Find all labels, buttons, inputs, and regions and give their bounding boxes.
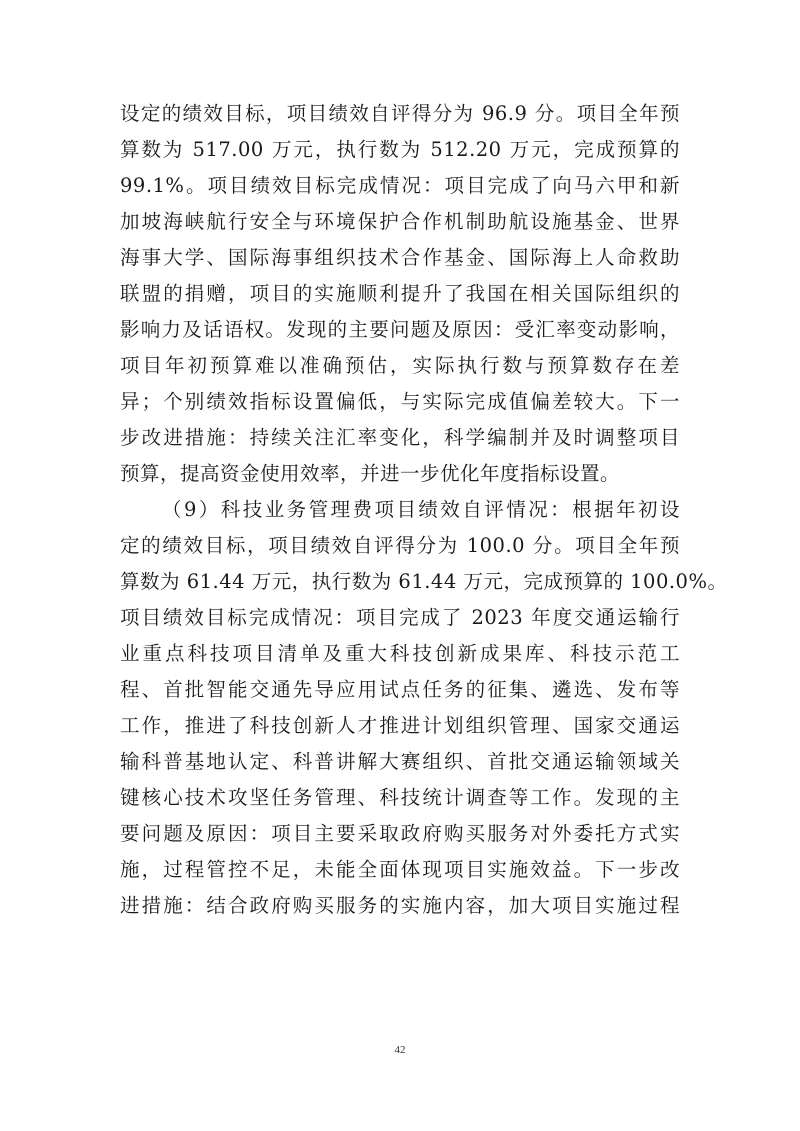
text-line: 加坡海峡航行安全与环境保护合作机制助航设施基金、世界: [120, 210, 680, 233]
text-line: 99.1%。项目绩效目标完成情况：项目完成了向马六甲和新: [120, 174, 680, 197]
text-line: 算数为 517.00 万元，执行数为 512.20 万元，完成预算的: [120, 138, 680, 161]
text-line: 项目年初预算难以准确预估，实际执行数与预算数存在差: [120, 354, 680, 377]
text-line: 步改进措施：持续关注汇率变化，科学编制并及时调整项目: [120, 426, 680, 449]
text-line: 要问题及原因：项目主要采取政府购买服务对外委托方式实: [120, 822, 680, 845]
text-line: 业重点科技项目清单及重大科技创新成果库、科技示范工: [120, 642, 680, 665]
text-line: 异；个别绩效指标设置偏低，与实际完成值偏差较大。下一: [120, 390, 680, 413]
text-line: 预算，提高资金使用效率，并进一步优化年度指标设置。: [120, 462, 621, 485]
text-line: 影响力及话语权。发现的主要问题及原因：受汇率变动影响，: [120, 318, 680, 341]
body-text: [120, 96, 728, 924]
text-line: 键核心技术攻坚任务管理、科技统计调查等工作。发现的主: [120, 786, 680, 809]
section-heading-line: （9）科技业务管理费项目绩效自评情况：根据年初设: [162, 498, 680, 521]
text-line: 设定的绩效目标，项目绩效自评得分为 96.9 分。项目全年预: [120, 102, 680, 125]
text-line: 海事大学、国际海事组织技术合作基金、国际海上人命救助: [120, 246, 680, 269]
text-line: 工作，推进了科技创新人才推进计划组织管理、国家交通运: [120, 714, 680, 737]
text-line: 程、首批智能交通先导应用试点任务的征集、遴选、发布等: [120, 678, 680, 701]
text-line: 施，过程管控不足，未能全面体现项目实施效益。下一步改: [120, 858, 680, 881]
text-line: 项目绩效目标完成情况：项目完成了 2023 年度交通运输行: [120, 606, 680, 629]
page-number: 42: [394, 1044, 406, 1056]
text-line: 输科普基地认定、科普讲解大赛组织、首批交通运输领域关: [120, 750, 680, 773]
text-line: 联盟的捐赠，项目的实施顺利提升了我国在相关国际组织的: [120, 282, 680, 305]
text-line: 算数为 61.44 万元，执行数为 61.44 万元，完成预算的 100.0%。: [120, 570, 728, 593]
text-line: 定的绩效目标，项目绩效自评得分为 100.0 分。项目全年预: [120, 534, 680, 557]
text-line: 进措施：结合政府购买服务的实施内容，加大项目实施过程: [120, 894, 680, 917]
